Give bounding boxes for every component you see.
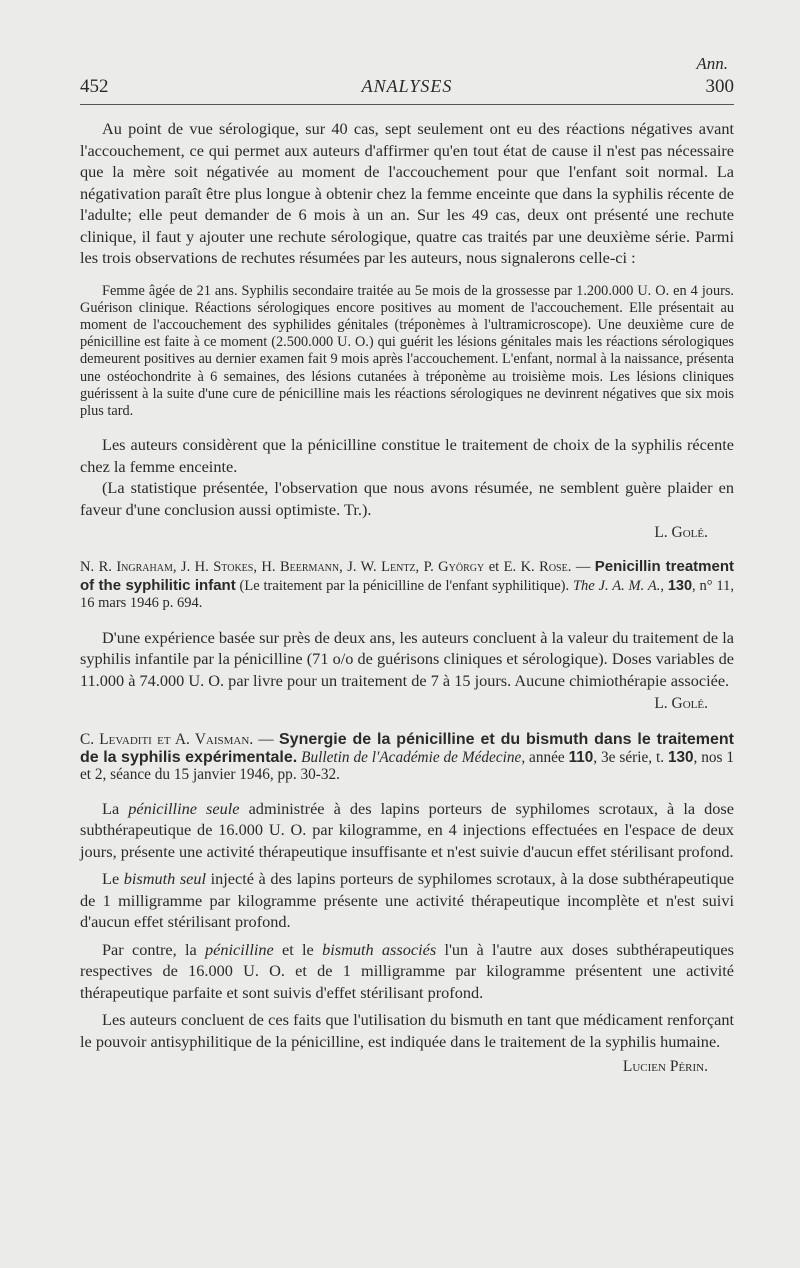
ref-dash: . —: [249, 731, 279, 749]
text-run: injecté à des lapins porteurs de syphilomes scrotaux, à la dose subthérapeutique de 1 milligramme par kilogramme présente une activité thérapeutique incomplète et n'est suivi d'aucun effet stérilisant profond.: [80, 869, 734, 932]
ref-prefix: N. R.: [80, 559, 117, 576]
text-run: administrée à des lapins porteurs de syphilomes scrotaux, à la dose subthérapeutique de 16.000 U. O. par kilogramme, en 4 injections effectuées en l'espace de deux jours, présente une activité thérapeutique insuffisante et n'est suivie d'aucun effet stérilisant profond.: [80, 798, 734, 861]
ref-details: , nos 1 et 2, séance du 15 janvier 1946, pp. 30-32.: [80, 748, 734, 784]
text-run: La: [102, 798, 129, 818]
signature: L. Golé.: [654, 524, 708, 542]
text-run: l'un à l'autre aux doses subthérapeutiques respectives de 16.000 U. O. et de 1 milligramme par kilogramme présentent une activité thérapeutique parfaite et sont suivis d'effet stérilisant profond.: [80, 939, 734, 1002]
running-title: ANALYSES: [361, 76, 453, 96]
header-annotation: Ann.: [696, 54, 728, 73]
signature: Lucien Périn.: [622, 1058, 708, 1076]
case-report: Femme âgée de 21 ans. Syphilis secondaire traitée au 5e mois de la grossesse par 1.200.000 U. O. en 4 jours. Guérison clinique. Réactions sérologiques encore positives au moment de l'accouchement. Elle présentait au moment de l'accouchement des syphilides génitales (tréponèmes à l'ultramicroscope). Une deuxième cure de pénicilline est faite à ce moment (2.500.000 U. O.) qui guérit les lésions génitales mais les réactions sérologiques demeurent positives au dernier examen fait 9 mois après l'accouchement. L'enfant, normal à la naissance, présenta une ostéochondrite à 6 semaines, des lésions cutanées à tréponème au troisième mois. Les lésions cliniques guérissent à la suite d'une cure de pénicilline mais les réactions sérologiques ne devinrent négatives que six mois plus tard.: [80, 282, 734, 419]
volume: 130: [667, 748, 694, 766]
text-run: et le: [273, 939, 323, 959]
text-run: Par contre, la: [102, 939, 206, 959]
emphasis: bismuth associés: [322, 939, 437, 959]
last-author: E. K. Rose: [503, 559, 568, 576]
paragraph: [80, 798, 734, 863]
emphasis: pénicilline: [205, 939, 274, 959]
reference: N. R. Ingraham, J. H. Stokes, H. Beermann, J. W. Lentz, P. György et E. K. Rose. — Penicillin treatment of the syphilitic infant (Le traitement par la pénicilline de l'enfant syphilitique). The J. A. M. A., 130, n° 11, 16 mars 1946 p. 694.: [80, 558, 734, 612]
journal: The J. A. M. A.: [572, 577, 661, 594]
running-header: [80, 76, 734, 100]
journal: Bulletin de l'Académie de Médecine: [301, 748, 522, 766]
emphasis: pénicilline seule: [128, 798, 240, 818]
paragraph: Les auteurs concluent de ces faits que l'utilisation du bismuth en tant que médicament renforçant le pouvoir antisyphilitique de la pénicilline, est indiquée dans le traitement de la syphilis humaine.: [80, 1010, 734, 1051]
volume-page-number: 300: [705, 76, 734, 97]
reference: [80, 731, 734, 784]
header-rule: [80, 104, 734, 105]
year-number: 110: [568, 748, 594, 766]
page-number: 452: [80, 76, 109, 97]
ref-et: et: [484, 559, 504, 576]
paragraph: D'une expérience basée sur près de deux ans, les auteurs concluent à la valeur du traitement de la syphilis infantile par la pénicilline (71 o/o de guérisons cliniques et sérologique). Doses variables de 11.000 à 74.000 U. O. par livre pour un traitement de 7 à 15 jours. Aucune chimiothérapie associée.: [80, 627, 734, 690]
paragraph: Au point de vue sérologique, sur 40 cas, sept seulement ont eu des réactions négatives avant l'accouchement, ce qui permet aux auteurs d'affirmer qu'en tout état de cause il n'est pas nécessaire que la mère soit négativée au moment de l'accouchement pour que l'enfant soit normal. La négativation paraît être plus longue à obtenir chez la femme enceinte que dans la syphilis récente de l'adulte; elle peut demander de 6 mois à un an. Sur les 49 cas, deux ont présenté une rechute clinique, il faut y ajouter une rechute sérologique, quatre cas traités par une deuxième série. Parmi les trois observations de rechutes résumées par les auteurs, nous signalerons celle-ci :: [80, 119, 734, 267]
ref-dash: . —: [567, 559, 595, 576]
article-title: Penicillin treatment of the syphilitic infant: [80, 558, 734, 594]
page-content: [80, 118, 734, 1076]
signature: L. Golé.: [654, 695, 708, 713]
paragraph: [80, 939, 734, 1004]
emphasis: bismuth seul: [123, 869, 207, 889]
authors: C. Levaditi et A. Vaisman: [80, 731, 250, 749]
paragraph: [80, 868, 734, 933]
paragraph: Les auteurs considèrent que la pénicilline constitue le traitement de choix de la syphilis récente chez la femme enceinte.: [80, 435, 734, 476]
ref-details: , n° 11, 16 mars 1946 p. 694.: [80, 577, 734, 612]
volume: 130: [667, 577, 693, 594]
paragraph: (La statistique présentée, l'observation que nous avons résumée, ne semblent guère plaider en faveur d'une conclusion aussi optimiste. Tr.).: [80, 478, 734, 519]
ref-pre-volume: , année: [521, 748, 569, 766]
ref-series: , 3e série, t.: [593, 748, 668, 766]
article-title: Synergie de la pénicilline et du bismuth dans le traitement de la syphilis expérimentale.: [80, 731, 734, 766]
authors: Ingraham, J. H. Stokes, H. Beermann, J. W. Lentz, P. György: [116, 559, 485, 576]
title-translation: (Le traitement par la pénicilline de l'enfant syphilitique).: [235, 577, 573, 594]
text-run: Le: [102, 869, 124, 889]
